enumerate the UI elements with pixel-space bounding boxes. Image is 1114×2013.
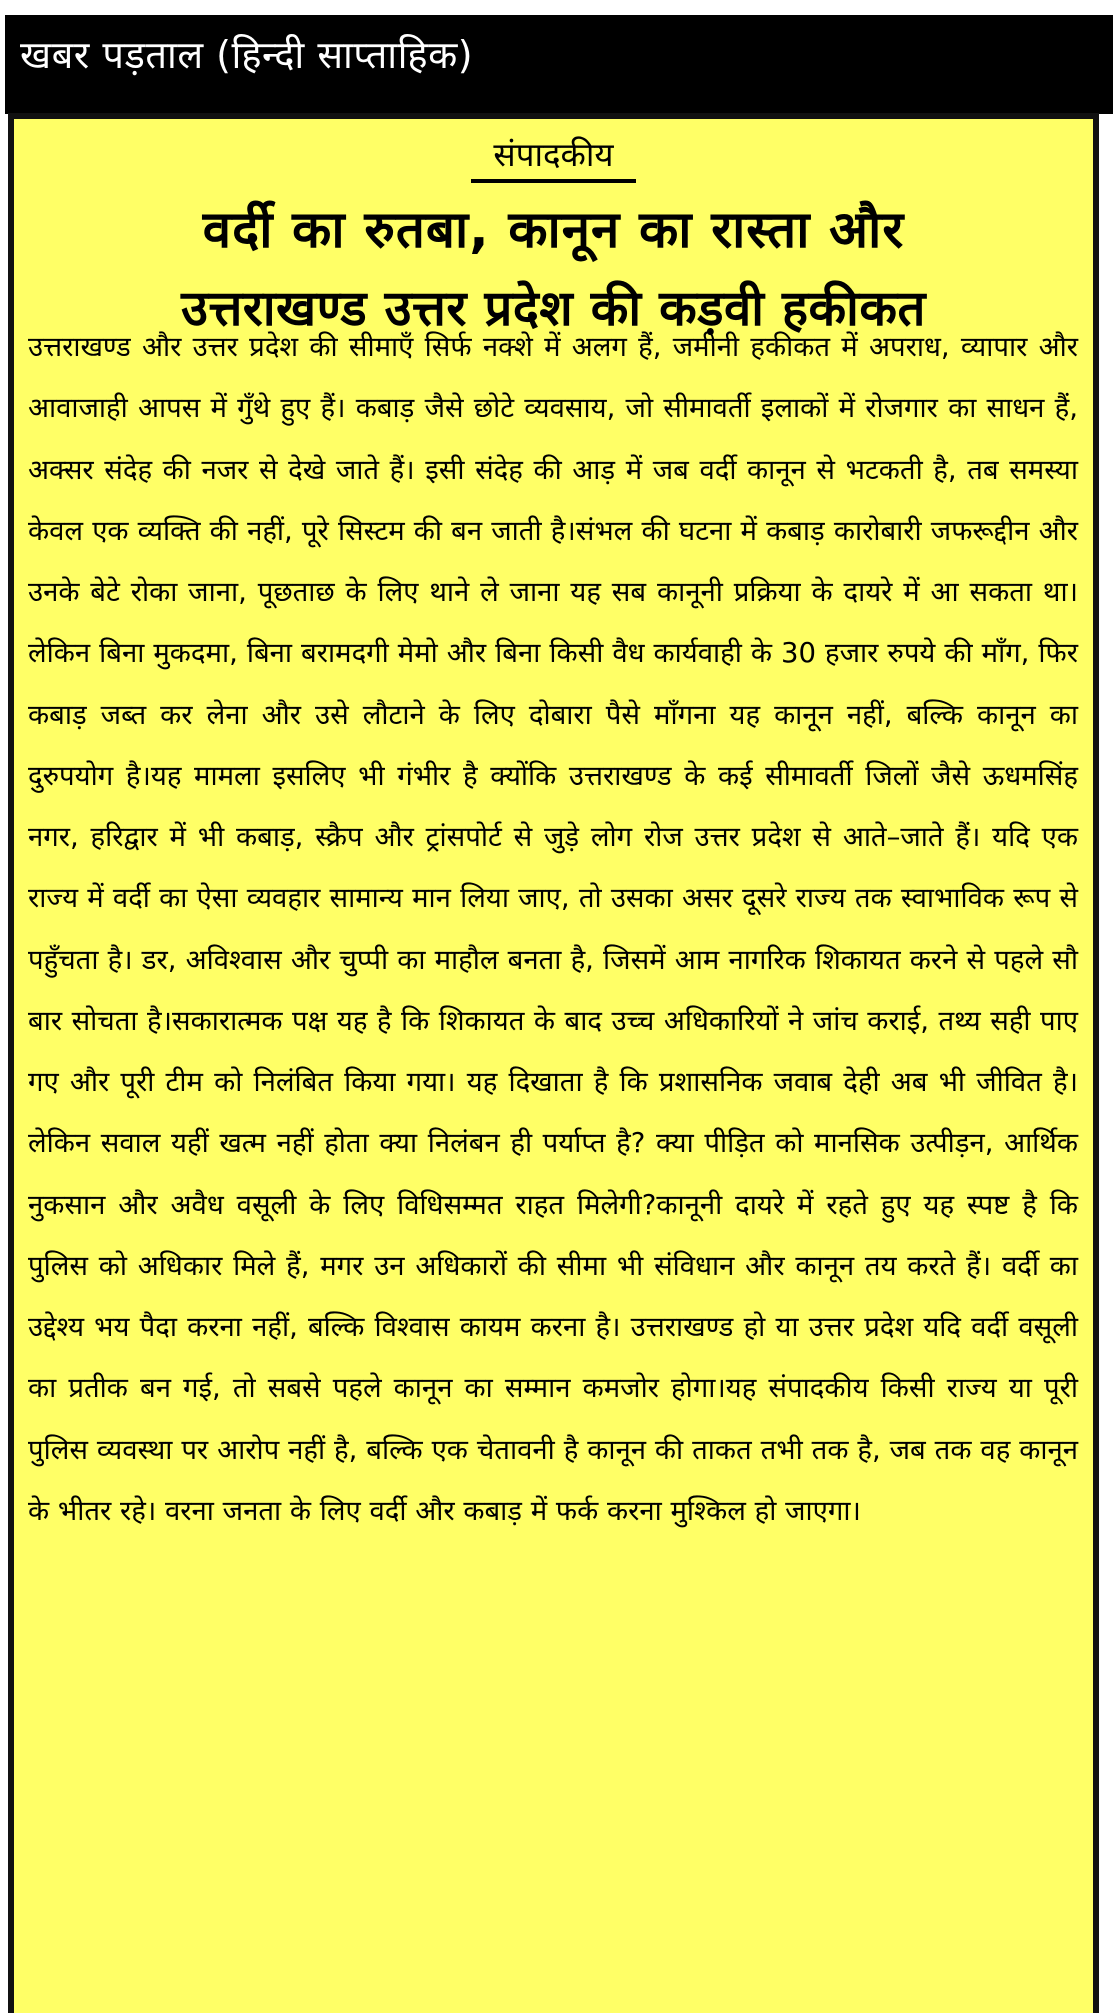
headline-line-1: वर्दी का रुतबा, कानून का रास्ता और <box>202 201 905 260</box>
masthead-banner <box>5 15 1113 114</box>
headline-line-2: उत्तराखण्ड उत्तर प्रदेश की कड़वी हकीकत <box>181 280 926 337</box>
publication-title: खबर पड़ताल (हिन्दी साप्ताहिक) <box>20 33 474 77</box>
editorial-body: उत्तराखण्ड और उत्तर प्रदेश की सीमाएँ सिर्फ नक्शे में अलग हैं, जमीनी हकीकत में अपराध, व्यापार और आवाजाही आपस में गुँथे हुए हैं। कबाड़ जैसे छोटे व्यवसाय, जो सीमावर्ती इलाकों में रोजगार का साधन हैं, अक्सर संदेह की नजर से देखे जाते हैं। इसी संदेह की आड़ में जब वर्दी कानून से भटकती है, तब समस्या केवल एक व्यक्ति की नहीं, पूरे सिस्टम की बन जाती है।संभल की घटना में कबाड़ कारोबारी जफरूद्दीन और उनके बेटे रोका जाना, पूछताछ के लिए थाने ले जाना यह सब कानूनी प्रक्रिया के दायरे में आ सकता था। लेकिन बिना मुकदमा, बिना बरामदगी मेमो और बिना किसी वैध कार्यवाही के 30 हजार रुपये की माँग, फिर कबाड़ जब्त कर लेना और उसे लौटाने के लिए दोबारा पैसे माँगना यह कानून नहीं, बल्कि कानून का दुरुपयोग है।यह मामला इसलिए भी गंभीर है क्योंकि उत्तराखण्ड के कई सीमावर्ती जिलों जैसे ऊधमसिंह नगर, हरिद्वार में भी कबाड़, स्क्रैप और ट्रांसपोर्ट से जुड़े लोग रोज उत्तर प्रदेश से आते–जाते हैं। यदि एक राज्य में वर्दी का ऐसा व्यवहार सामान्य मान लिया जाए, तो उसका असर दूसरे राज्य तक स्वाभाविक रूप से पहुँचता है। डर, अविश्वास और चुप्पी का माहौल बनता है, जिसमें आम नागरिक शिकायत करने से पहले सौ बार सोचता है।सकारात्मक पक्ष यह है कि शिकायत के बाद उच्च अधिकारियों ने जांच कराई, तथ्य सही पाए गए और पूरी टीम को निलंबित किया गया। यह दिखाता है कि प्रशासनिक जवाब देही अब भी जीवित है। लेकिन सवाल यहीं खत्म नहीं होता क्या निलंबन ही पर्याप्त है? क्या पीड़ित को मानसिक उत्पीड़न, आर्थिक नुकसान और अवैध वसूली के लिए विधिसम्मत राहत मिलेगी?कानूनी दायरे में रहते हुए यह स्पष्ट है कि पुलिस को अधिकार मिले हैं, मगर उन अधिकारों की सीमा भी संविधान और कानून तय करते हैं। वर्दी का उद्देश्य भय पैदा करना नहीं, बल्कि विश्वास कायम करना है। उत्तराखण्ड हो या उत्तर प्रदेश यदि वर्दी वसूली का प्रतीक बन गई, तो सबसे पहले कानून का सम्मान कमजोर होगा।यह संपादकीय किसी राज्य या पूरी पुलिस व्यवस्था पर आरोप नहीं है, बल्कि एक चेतावनी है कानून की ताकत तभी तक है, जब तक वह कानून के भीतर रहे। वरना जनता के लिए वर्दी और कबाड़ में फर्क करना मुश्किल हो जाएगा। <box>28 331 1078 1527</box>
section-label: संपादकीय <box>471 131 635 183</box>
editorial-article <box>8 113 1099 2013</box>
section-label-container <box>14 131 1093 183</box>
